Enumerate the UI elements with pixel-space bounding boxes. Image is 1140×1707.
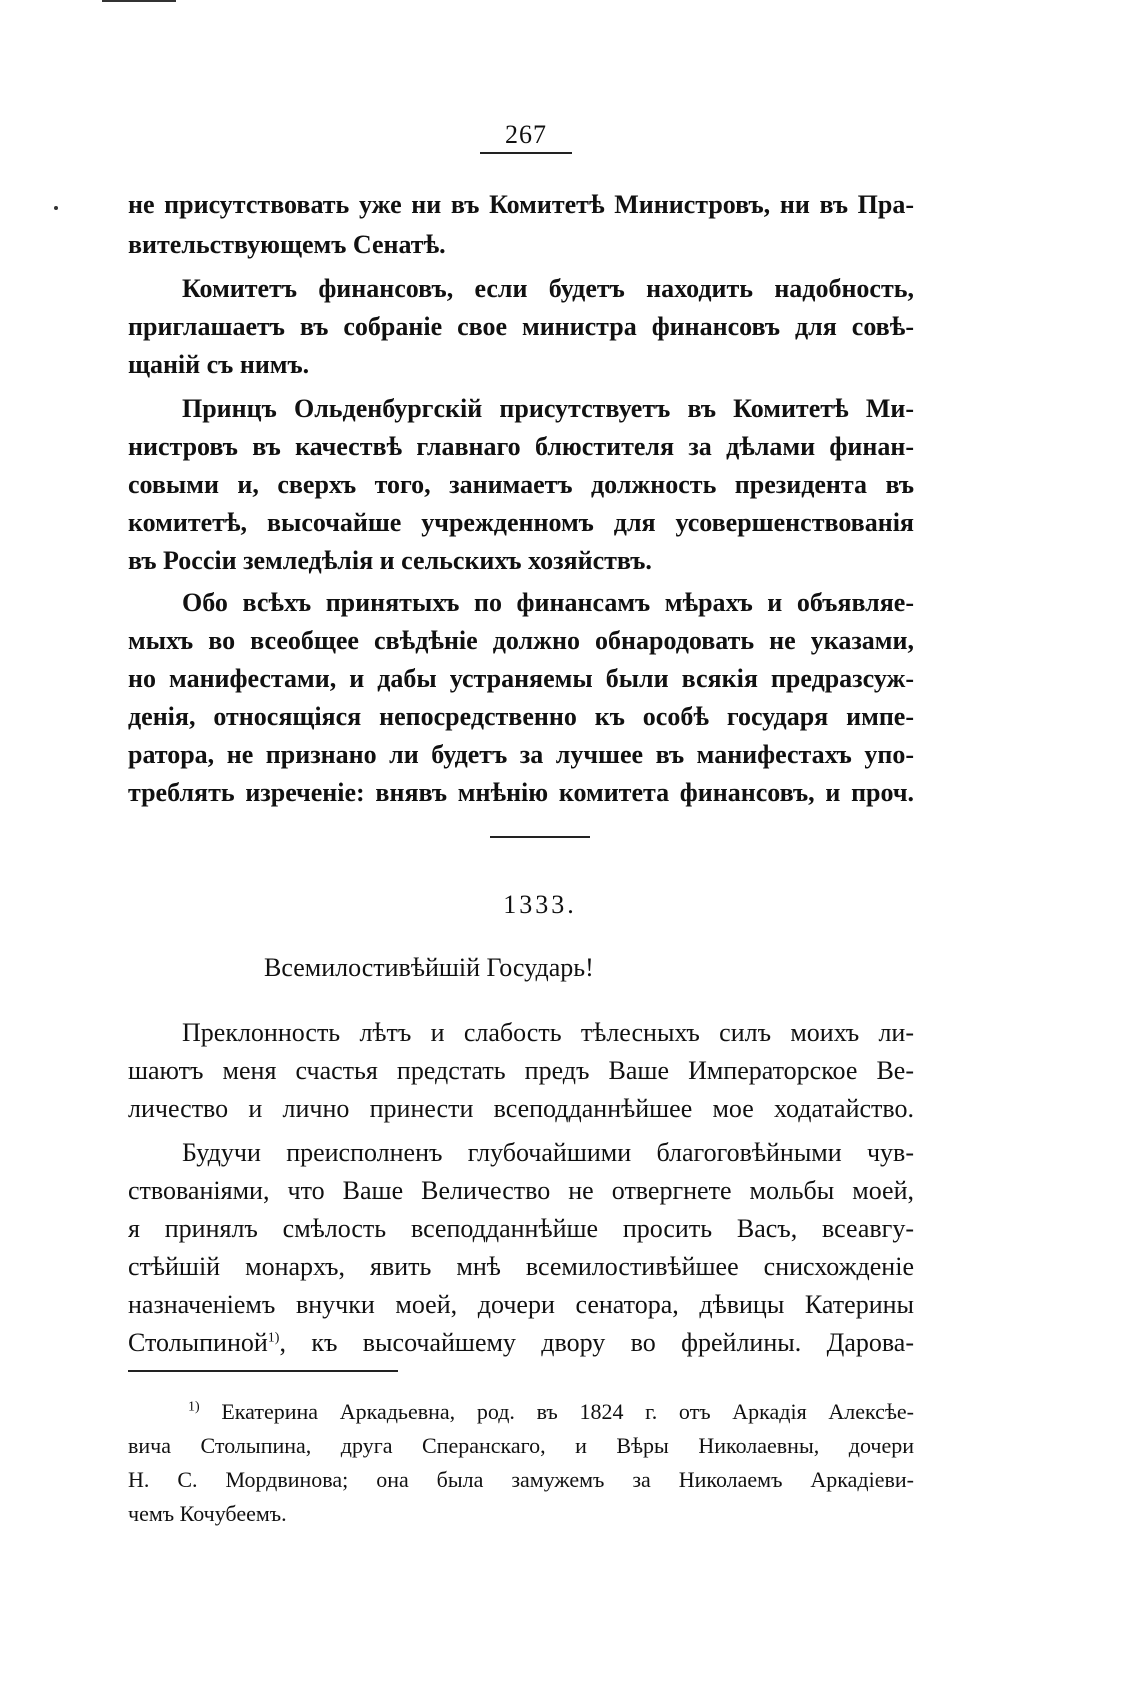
text-line: денія, относящіяся непосредственно къ особѣ государя импе- [128,702,914,731]
text-line: совыми и, сверхъ того, занимаетъ должность президента въ [128,470,914,499]
text-line: не присутствовать уже ни въ Комитетѣ Министровъ, ни въ Пра- [128,190,914,219]
section-divider [490,836,590,838]
letter-line-end: , къ высочайшему двору во фрейлины. Дарова- [279,1328,914,1357]
footnote-rule [128,1370,398,1372]
letter-line: я принялъ смѣлость всеподданнѣйше просить Васъ, всеавгу- [128,1214,914,1243]
footnote-line: вича Столыпина, друга Сперанскаго, и Вѣры Николаевны, дочери [128,1433,914,1458]
footnote-line [188,1396,914,1428]
letter-number: 1333. [503,890,577,919]
page-number: 267 [505,120,547,149]
footnote-line: чемъ Кочубеемъ. [128,1501,287,1526]
letter-line: стѣйшій монархъ, явить мнѣ всемилостивѣйшее снисхожденіе [128,1252,914,1281]
text-line: комитетѣ, высочайше учрежденномъ для усовершенствованія [128,508,914,537]
letter-line: личество и лично принести всеподданнѣйшее мое ходатайство. [128,1094,914,1123]
text-line: вительствующемъ Сенатѣ. [128,230,446,259]
letter-line: Будучи преисполненъ глубочайшими благоговѣйными чув- [182,1138,914,1167]
letter-line: Преклонность лѣтъ и слабость тѣлесныхъ силъ моихъ ли- [182,1018,914,1047]
footnote-line: Н. С. Мордвинова; она была замужемъ за Николаемъ Аркадіеви- [128,1467,914,1492]
footnote-marker: 1) [188,1399,200,1415]
letter-line: шаютъ меня счастья предстать предъ Ваше Императорское Ве- [128,1056,914,1085]
letter-line: ствованіями, что Ваше Величество не отвергнете мольбы моей, [128,1176,914,1205]
text-line: нистровъ въ качествѣ главнаго блюстителя за дѣлами финан- [128,432,914,461]
text-line: щаній съ нимъ. [128,350,310,379]
margin-mark [54,206,58,210]
text-line: мыхъ во всеобщее свѣдѣніе должно обнародовать не указами, [128,626,914,655]
text-line: но манифестами, и дабы устраняемы были всякія предразсуж- [128,664,914,693]
text-line: Комитетъ финансовъ, если будетъ находить надобность, [182,274,914,303]
text-line: ратора, не признано ли будетъ за лучшее въ манифестахъ упо- [128,740,914,769]
footnote-reference[interactable]: 1) [267,1330,280,1346]
text-line: Принцъ Ольденбургскій присутствуетъ въ Комитетѣ Ми- [182,394,914,423]
letter-line: назначеніемъ внучки моей, дочери сенатора, дѣвицы Катерины [128,1290,914,1319]
top-edge-rule [102,0,176,2]
footnote-text: Екатерина Аркадьевна, род. въ 1824 г. отъ Аркадія Алексѣе- [221,1399,914,1424]
page-number-underline [480,152,572,154]
text-line: въ Россіи земледѣлія и сельскихъ хозяйствъ. [128,546,652,575]
letter-salutation: Всемилостивѣйшій Государь! [264,953,594,982]
letter-line-start: Столыпиной [128,1328,268,1357]
letter-line-with-footnote [128,1324,914,1362]
text-line: Обо всѣхъ принятыхъ по финансамъ мѣрахъ и объявляе- [182,588,914,617]
text-line: треблять изреченіе: внявъ мнѣнію комитета финансовъ, и проч. [128,778,914,807]
text-line: приглашаетъ въ собраніе свое министра финансовъ для совѣ- [128,312,914,341]
